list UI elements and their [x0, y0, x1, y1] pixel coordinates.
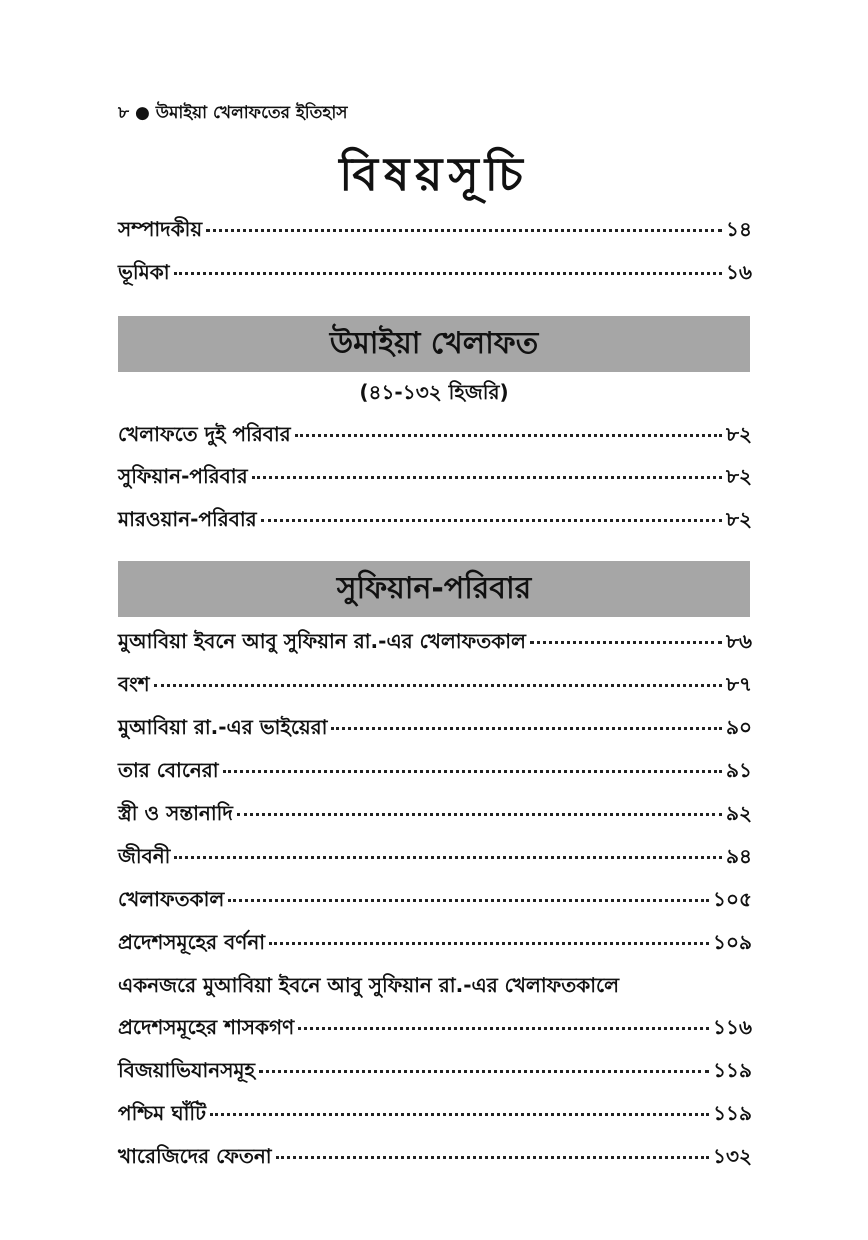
- toc-entry: [118, 462, 752, 492]
- toc-entry-label: মারওয়ান-পরিবার: [118, 507, 257, 531]
- dot-leader: [174, 856, 722, 859]
- toc-entry: [118, 713, 752, 743]
- toc-entry-page: ১১৯: [713, 1101, 752, 1125]
- toc-entry-label: স্ত্রী ও সন্তানাদি: [118, 801, 233, 825]
- toc-entry-page: ৮২: [726, 507, 752, 531]
- toc-entry-page: ৯০: [726, 715, 752, 739]
- toc-entry: [118, 215, 752, 245]
- dot-leader: [530, 641, 722, 644]
- toc-entry-label: খারেজিদের ফেতনা: [118, 1144, 272, 1168]
- toc-entry-label: পশ্চিম ঘাঁটি: [118, 1101, 207, 1125]
- toc-entry: [118, 928, 752, 958]
- running-header: ৮ ● উমাইয়া খেলাফতের ইতিহাস: [118, 103, 348, 123]
- toc-entry-label: প্রদেশসমূহের শাসকগণ: [118, 1015, 295, 1039]
- toc-entry: [118, 1013, 752, 1043]
- toc-entry: [118, 1142, 752, 1172]
- toc-entry: [118, 505, 752, 535]
- toc-entry-page: ১১৯: [713, 1058, 752, 1082]
- dot-leader: [295, 434, 722, 437]
- toc-entry: [118, 756, 752, 786]
- toc-entry-page: ৮২: [726, 422, 752, 446]
- dot-leader: [206, 229, 722, 232]
- toc-entry-page: ৮৬: [726, 629, 752, 653]
- toc-entry-page: ১৩২: [713, 1144, 752, 1168]
- toc-entry-label: খেলাফতে দুই পরিবার: [118, 422, 291, 446]
- toc-entry-page: ১৪: [726, 217, 752, 241]
- dot-leader: [154, 684, 722, 687]
- toc-entry-label: জীবনী: [118, 844, 171, 868]
- toc-entry: [118, 258, 752, 288]
- dot-leader: [298, 1027, 709, 1030]
- toc-entry: [118, 885, 752, 915]
- toc-entry-label: প্রদেশসমূহের বর্ণনা: [118, 930, 266, 954]
- section-banner: উমাইয়া খেলাফত: [118, 316, 750, 372]
- dot-leader: [331, 727, 722, 730]
- toc-entry: [118, 670, 752, 700]
- toc-entry-page: ৯১: [726, 758, 752, 782]
- toc-entry-label: সুফিয়ান-পরিবার: [118, 464, 248, 488]
- page-title: বিষয়সূচি: [339, 147, 529, 201]
- toc-entry-label: ভূমিকা: [118, 260, 170, 284]
- dot-leader: [276, 1156, 709, 1159]
- toc-entry-label: খেলাফতকাল: [118, 887, 225, 911]
- toc-entry: [118, 842, 752, 872]
- toc-entry-label: সম্পাদকীয়: [118, 217, 203, 241]
- dot-leader: [223, 770, 722, 773]
- toc-entry-page: ১১৬: [713, 1015, 752, 1039]
- dot-leader: [259, 1070, 709, 1073]
- toc-entry-label: বিজয়াভিযানসমূহ: [118, 1058, 256, 1082]
- toc-entry-page: ৯২: [726, 801, 752, 825]
- toc-entry-page: ৯৪: [726, 844, 752, 868]
- toc-entry-page: ১০৯: [713, 930, 752, 954]
- toc-entry: [118, 799, 752, 829]
- toc-entry-label: মুআবিয়া রা.-এর ভাইয়েরা: [118, 715, 328, 739]
- section-subtitle: (৪১-১৩২ হিজরি): [359, 380, 509, 404]
- toc-entry-label: মুআবিয়া ইবনে আবু সুফিয়ান রা.-এর খেলাফতকাল: [118, 629, 526, 653]
- toc-entry-page: ৮৭: [726, 672, 752, 696]
- toc-entry-label: বংশ: [118, 672, 150, 696]
- section-banner: সুফিয়ান-পরিবার: [118, 561, 750, 617]
- toc-entry-label-line1: একনজরে মুআবিয়া ইবনে আবু সুফিয়ান রা.-এর খেলাফতকালে: [118, 973, 619, 997]
- toc-entry-label: তার বোনেরা: [118, 758, 219, 782]
- toc-entry: [118, 627, 752, 657]
- dot-leader: [210, 1113, 709, 1116]
- toc-entry: [118, 1056, 752, 1086]
- dot-leader: [261, 519, 722, 522]
- toc-entry-page: ১০৫: [713, 887, 752, 911]
- dot-leader: [252, 476, 722, 479]
- toc-entry: [118, 420, 752, 450]
- dot-leader: [228, 899, 709, 902]
- toc-entry-page: ১৬: [726, 260, 752, 284]
- toc-entry: [118, 1099, 752, 1129]
- toc-entry-page: ৮২: [726, 464, 752, 488]
- dot-leader: [237, 813, 722, 816]
- dot-leader: [269, 942, 709, 945]
- dot-leader: [174, 272, 722, 275]
